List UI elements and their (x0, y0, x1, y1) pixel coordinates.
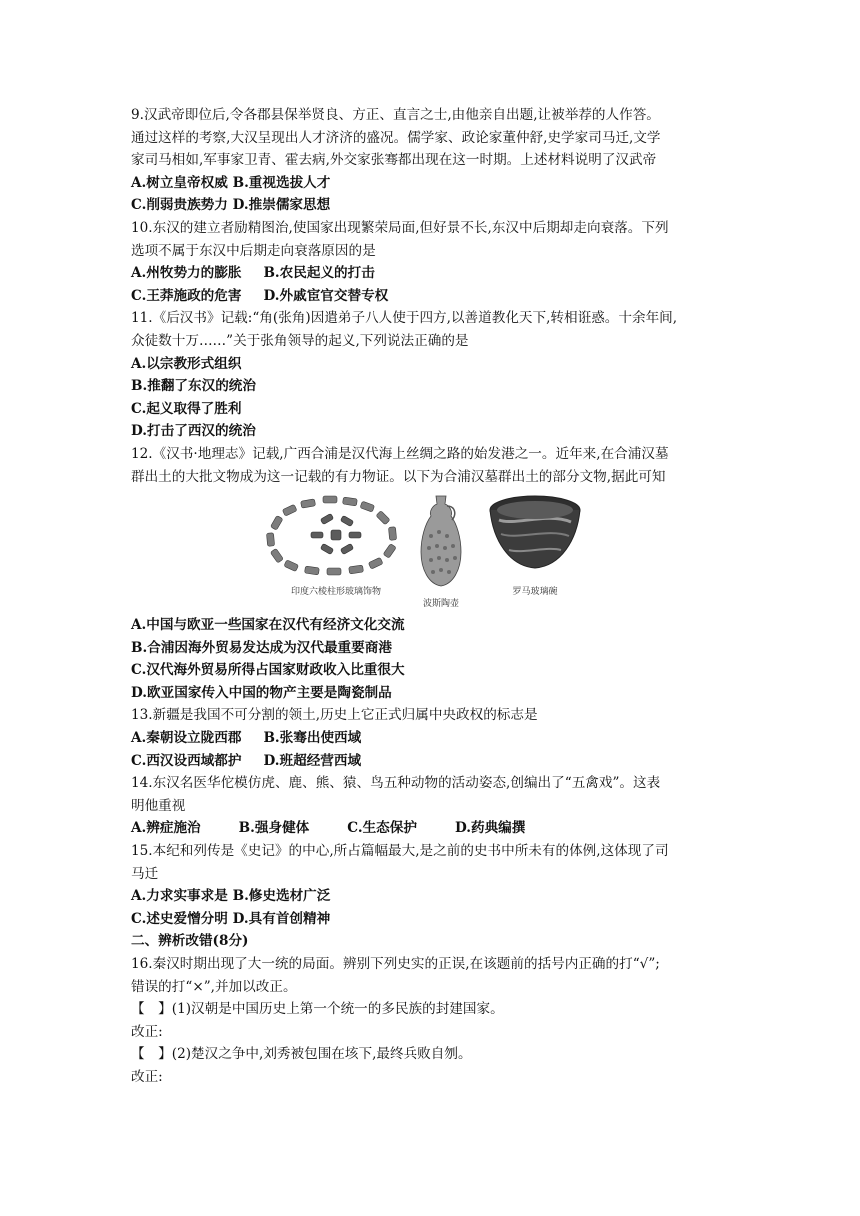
option-b[interactable]: B.强身健体 (238, 820, 310, 837)
option-a[interactable]: A.秦朝设立陇西郡 (131, 730, 242, 747)
option-c[interactable]: C.生态保护 (347, 820, 417, 837)
question-text: 马迁 (131, 865, 159, 882)
option-d[interactable]: D.班超经营西域 (263, 752, 362, 769)
option-c[interactable]: C.起义取得了胜利 (131, 400, 242, 417)
roman-glass-bowl-image (487, 492, 583, 578)
option-a[interactable]: A.树立皇帝权威 (131, 174, 228, 191)
question-text: 14.东汉名医华佗模仿虎、鹿、熊、猿、鸟五种动物的活动姿态,创编出了“五禽戏”。这表 (131, 775, 661, 792)
option-b[interactable]: B.重视选拔人才 (232, 174, 331, 191)
option-b[interactable]: B.张骞出使西域 (263, 730, 362, 747)
options-row (131, 172, 741, 195)
question-text: 11.《后汉书》记载:“角(张角)因遣弟子八人使于四方,以善道教化天下,转相诳惑。十余年间, (131, 310, 678, 327)
statement-1[interactable]: 【 】(1)汉朝是中国历史上第一个统一的多民族的封建国家。 (131, 1001, 504, 1018)
glass-beads-image (261, 492, 411, 578)
option-b[interactable]: B.农民起义的打击 (263, 265, 375, 282)
question-16 (131, 953, 741, 1089)
correction-label-1: 改正: (131, 1023, 163, 1040)
question-12 (131, 443, 741, 705)
options-row (131, 885, 741, 908)
glass-beads-artifact (261, 492, 411, 597)
options-row (131, 817, 741, 840)
question-13 (131, 704, 741, 772)
caption-glass-beads: 印度六棱柱形玻璃饰物 (290, 587, 381, 598)
section-heading: 二、辨析改错(8分) (131, 933, 249, 950)
options-row (131, 262, 741, 285)
question-text: 10.东汉的建立者励精图治,使国家出现繁荣局面,但好景不长,东汉中后期却走向衰落。下列 (131, 219, 669, 236)
option-b[interactable]: B.推翻了东汉的统治 (131, 378, 256, 395)
option-d[interactable]: D.推崇儒家思想 (232, 197, 331, 214)
option-d[interactable]: D.具有首创精神 (232, 910, 331, 927)
options-row (131, 727, 741, 750)
option-a[interactable]: A.中国与欧亚一些国家在汉代有经济文化交流 (131, 617, 405, 634)
question-text: 家司马相如,军事家卫青、霍去病,外交家张骞都出现在这一时期。上述材料说明了汉武帝 (131, 152, 657, 169)
option-d[interactable]: D.打击了西汉的统治 (131, 423, 256, 440)
question-text: 明他重视 (131, 797, 186, 814)
option-a[interactable]: A.州牧势力的膨胀 (131, 265, 242, 282)
option-b[interactable]: B.合浦因海外贸易发达成为汉代最重要商港 (131, 639, 392, 656)
question-text: 12.《汉书·地理志》记载,广西合浦是汉代海上丝绸之路的始发港之一。近年来,在合浦汉墓 (131, 445, 669, 462)
question-text: 16.秦汉时期出现了大一统的局面。辨别下列史实的正误,在该题前的括号内正确的打“√”; (131, 956, 660, 972)
option-d[interactable]: D.欧亚国家传入中国的物产主要是陶瓷制品 (131, 684, 392, 701)
option-a[interactable]: A.以宗教形式组织 (131, 355, 242, 372)
question-text: 通过这样的考察,大汉呈现出人才济济的盛况。儒学家、政论家董仲舒,史学家司马迁,文学 (131, 129, 661, 146)
option-a[interactable]: A.力求实事求是 (131, 888, 228, 905)
roman-glass-bowl-artifact (487, 492, 583, 597)
question-text: 15.本纪和列传是《史记》的中心,所占篇幅最大,是之前的史书中所未有的体例,这体现了司 (131, 843, 669, 860)
option-c[interactable]: C.西汉设西域都护 (131, 752, 242, 769)
question-text: 13.新疆是我国不可分割的领土,历史上它正式归属中央政权的标志是 (131, 707, 538, 724)
option-c[interactable]: C.述史爱憎分明 (131, 910, 228, 927)
options-row (131, 750, 741, 773)
statement-2[interactable]: 【 】(2)楚汉之争中,刘秀被包围在垓下,最终兵败自刎。 (131, 1046, 472, 1063)
question-11 (131, 307, 741, 443)
persian-pot-image (417, 492, 465, 590)
question-text: 群出土的大批文物成为这一记载的有力物证。以下为合浦汉墓群出土的部分文物,据此可知 (131, 468, 666, 485)
question-9 (131, 104, 741, 217)
caption-persian-pot: 波斯陶壶 (422, 599, 459, 610)
option-d[interactable]: D.药典编撰 (454, 820, 526, 837)
question-text: 错误的打“×”,并加以改正。 (131, 978, 297, 995)
question-15 (131, 840, 741, 930)
options-row (131, 194, 741, 217)
artifact-figure (131, 492, 741, 610)
persian-pot-artifact (417, 492, 465, 609)
question-10 (131, 217, 741, 307)
option-d[interactable]: D.外戚宦官交替专权 (263, 287, 389, 304)
option-b[interactable]: B.修史选材广泛 (232, 888, 331, 905)
options-row (131, 285, 741, 308)
option-c[interactable]: C.王莽施政的危害 (131, 287, 242, 304)
option-c[interactable]: C.削弱贵族势力 (131, 197, 228, 214)
correction-label-2: 改正: (131, 1068, 163, 1085)
question-text: 选项不属于东汉中后期走向衰落原因的是 (131, 242, 376, 259)
option-c[interactable]: C.汉代海外贸易所得占国家财政收入比重很大 (131, 662, 405, 679)
caption-roman-glass-bowl: 罗马玻璃碗 (512, 587, 558, 598)
exam-page (131, 104, 741, 1089)
question-text: 9.汉武帝即位后,令各郡县保举贤良、方正、直言之士,由他亲自出题,让被举荐的人作答。 (131, 107, 660, 123)
option-a[interactable]: A.辨症施治 (131, 820, 201, 837)
options-row (131, 908, 741, 931)
question-14 (131, 772, 741, 840)
question-text: 众徒数十万……”关于张角领导的起义,下列说法正确的是 (131, 332, 469, 349)
